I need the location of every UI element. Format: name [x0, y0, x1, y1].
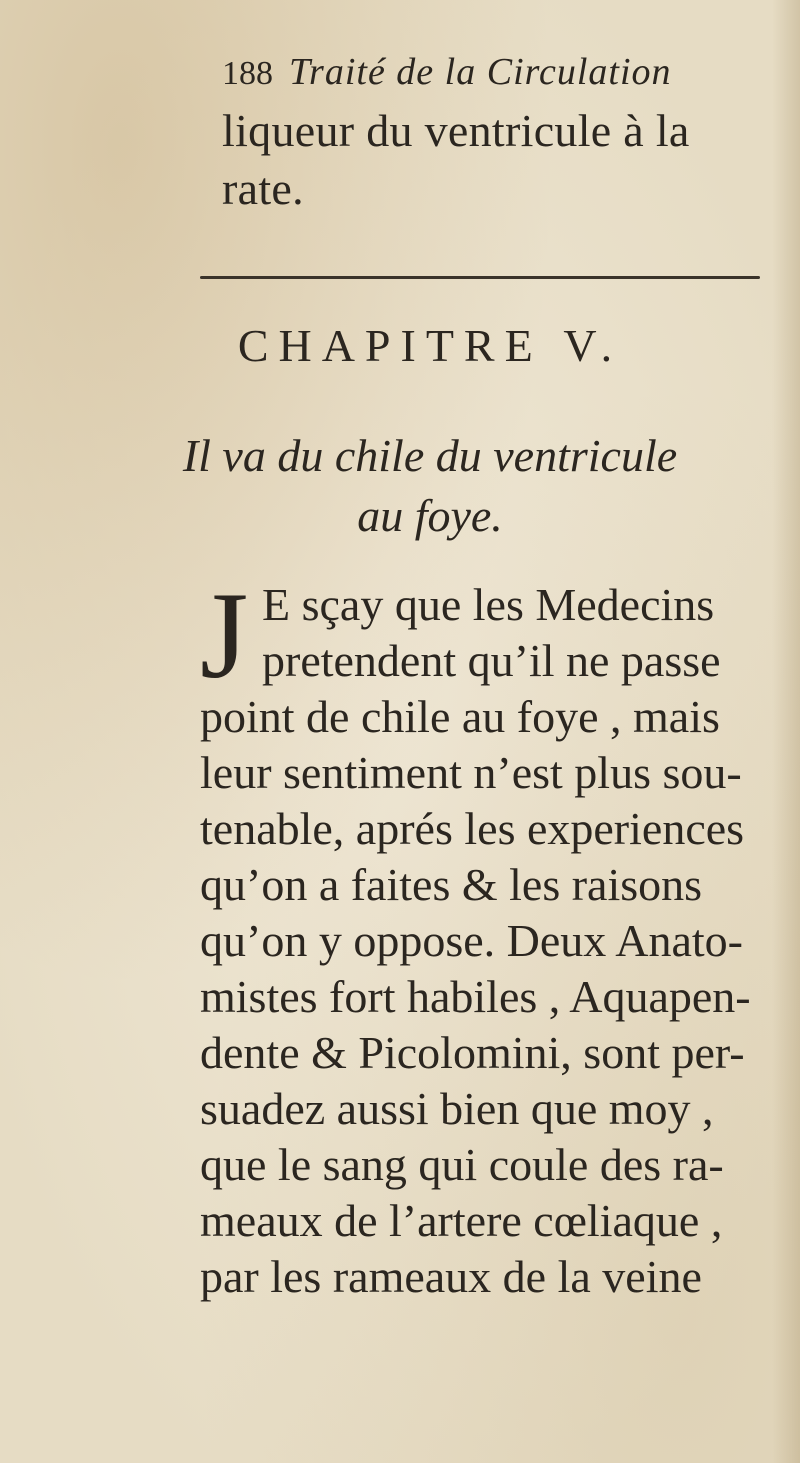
chapter-subtitle-line-1: Il va du chile du ventricule: [182, 430, 678, 481]
page-edge-shadow: [772, 0, 800, 1463]
chapter-heading: CHAPITRE V.: [237, 320, 623, 371]
paragraph-line-4: leur sentiment n’est plus sou-: [200, 747, 742, 798]
paragraph-line-8: mistes fort habiles , Aquapen-: [200, 971, 751, 1022]
carryover-line-1: liqueur du ventricule à la: [222, 105, 690, 156]
paragraph-line-1: E sçay que les Medecins: [262, 579, 715, 630]
paragraph-line-11: que le sang qui coule des ra-: [200, 1139, 724, 1190]
chapter-subtitle-line-2: au foye.: [357, 490, 503, 541]
paragraph-line-7: qu’on y oppose. Deux Anato-: [200, 915, 743, 966]
drop-cap: J: [200, 567, 249, 704]
paragraph-line-6: qu’on a faites & les raisons: [200, 859, 703, 910]
paragraph-line-2: pretendent qu’il ne passe: [262, 635, 721, 686]
paragraph-line-9: dente & Picolomini, sont per-: [200, 1027, 745, 1078]
running-title: Traité de la Circulation: [289, 51, 672, 93]
paragraph-line-10: suadez aussi bien que moy ,: [200, 1083, 714, 1134]
paragraph-line-5: tenable, aprés les experiences: [200, 803, 745, 854]
carryover-line-2: rate.: [222, 163, 304, 214]
paragraph-line-13: par les rameaux de la veine: [200, 1251, 702, 1302]
section-divider-rule: [200, 276, 760, 279]
running-head: [222, 48, 672, 98]
paragraph-line-12: meaux de l’artere cœliaque ,: [200, 1195, 723, 1246]
paragraph-line-3: point de chile au foye , mais: [200, 691, 720, 742]
page-number: 188: [222, 55, 273, 92]
